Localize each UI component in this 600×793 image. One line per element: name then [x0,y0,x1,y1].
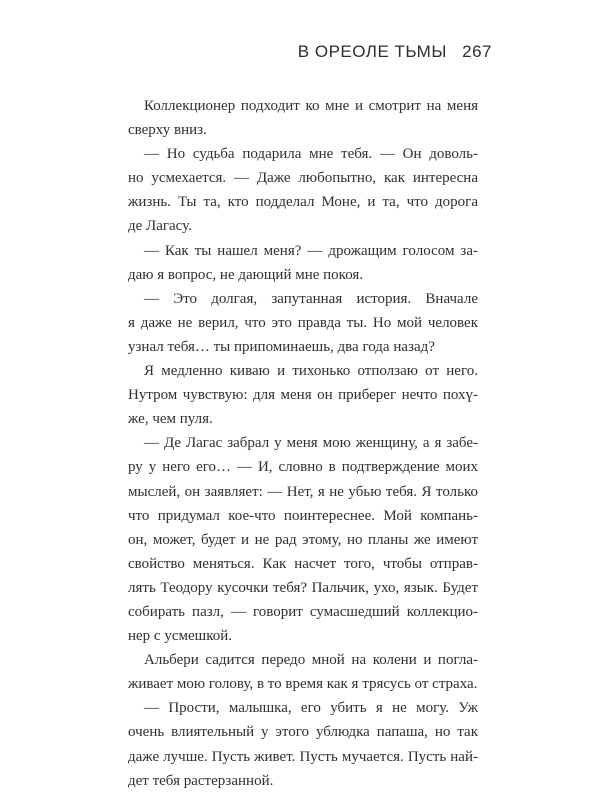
text-line: я даже не верил, что это правда ты. Но мой человек [128,314,478,331]
text-line: — Это долгая, запутанная история. Вначале [144,290,478,307]
text-line: Альбери садится передо мной на колени и погла- [144,652,478,669]
page-number: 267 [462,42,492,61]
text-line: что придумал кое-что поинтереснее. Мой компань- [128,507,478,524]
text-line: де Лагасу. [128,218,192,235]
text-line: узнал тебя… ты припоминаешь, два года назад? [128,338,435,355]
text-line: — Как ты нашел меня? — дрожащим голосом за- [144,242,478,259]
running-head [298,42,492,62]
text-line: же, чем пуля. [128,411,213,428]
text-line: даю я вопрос, не дающий мне покоя. [128,266,364,283]
text-line: — Прости, малышка, его убить я не могу. Уж [144,700,478,717]
text-line: лять Теодору кусочки тебя? Пальчик, ухо, язык. Будет [128,579,478,596]
body-text [128,94,478,793]
text-line: ру у него его… — И, словно в подтверждение моих [128,459,478,476]
text-line: свойство меняться. Как насчет того, чтобы отправ- [128,555,478,572]
text-line: — Де Лагас забрал у меня мою женщину, а я забе- [144,435,478,452]
text-line: Нутром чувствую: для меня он приберег нечто похү- [128,387,478,404]
text-line: даже лучше. Пусть живет. Пусть мучается. Пусть най- [128,748,478,765]
text-line: сверху вниз. [128,122,207,139]
text-line: — Но судьба подарила мне тебя. — Он доволь- [144,146,478,163]
text-line: Я медленно киваю и тихонько отползаю от него. [144,363,478,380]
text-line: но усмехается. — Даже любопытно, как интересна [128,170,478,187]
text-line: дет тебя растерзанной. [128,772,274,789]
text-line: живает мою голову, в то время как я трясусь от страха. [128,676,478,693]
text-line: он, может, будет и не рад этому, но планы же имеют [128,531,478,548]
text-line: нер с усмешкой. [128,628,233,645]
text-line: мыслей, он заявляет: — Нет, я не убью тебя. Я только [128,483,478,500]
text-line: собирать пазл, — говорит сумасшедший коллекцио- [128,603,478,620]
text-line: Коллекционер подходит ко мне и смотрит на меня [144,98,478,114]
text-line: очень влиятельный у этого ублюдка папаша, но так [128,724,478,741]
chapter-title: В ОРЕОЛЕ ТЬМЫ [297,42,447,61]
text-line: жизнь. Ты та, кто подделал Моне, и та, что дорога [128,194,478,211]
